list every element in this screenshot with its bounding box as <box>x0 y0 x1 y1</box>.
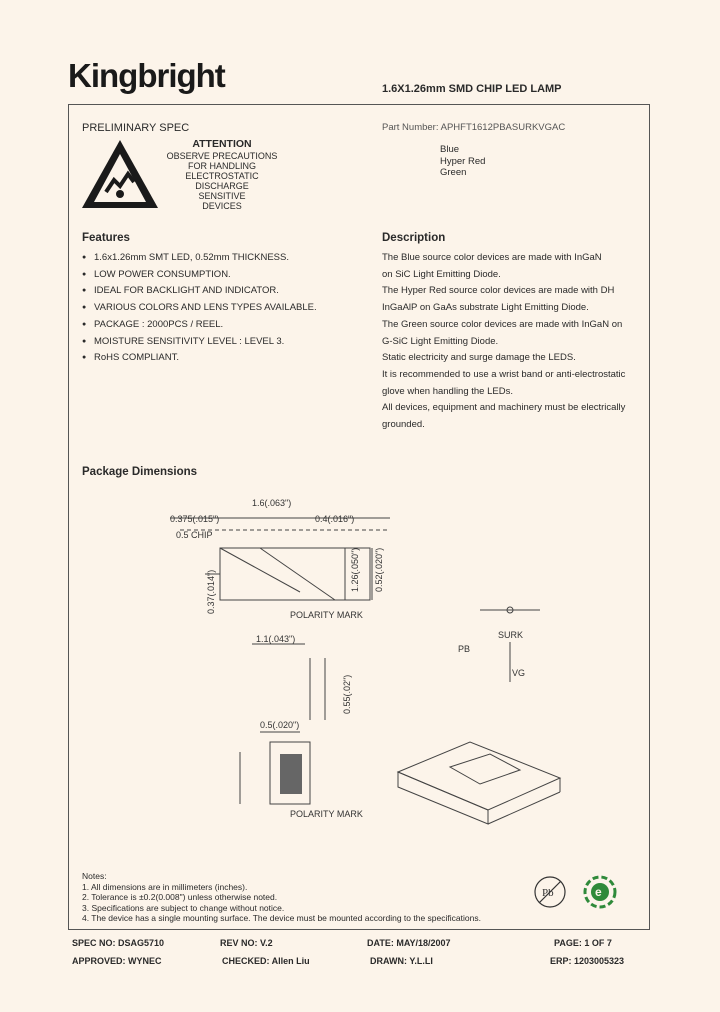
erp-number: ERP: 1203005323 <box>550 956 625 966</box>
description-line: glove when handling the LEDs. <box>382 385 513 397</box>
color-green-label: VG <box>512 668 526 678</box>
feature-item: ● LOW POWER CONSUMPTION. <box>82 267 362 284</box>
attention-line: OBSERVE PRECAUTIONS <box>166 151 278 161</box>
feature-item: ● VARIOUS COLORS AND LENS TYPES AVAILABLE. <box>82 300 362 317</box>
dim-05-label: 0.5(.020") <box>260 720 300 730</box>
description-line: InGaAlP on GaAs substrate Light Emitting Diode. <box>382 302 589 314</box>
feature-item: ● 1.6x1.26mm SMT LED, 0.52mm THICKNESS. <box>82 250 362 267</box>
end-view <box>240 732 310 804</box>
revision-number: REV NO: V.2 <box>220 938 273 948</box>
color-layout <box>480 607 540 682</box>
drawn-by: DRAWN: Y.L.LI <box>370 956 433 966</box>
description-line: The Blue source color devices are made with InGaN <box>382 252 602 263</box>
spec-number: SPEC NO: DSAG5710 <box>72 938 165 948</box>
description-line: Static electricity and surge damage the LEDS. <box>382 352 576 364</box>
isometric-view <box>398 742 560 824</box>
dim-left-label: 0.375(.015") <box>170 514 220 524</box>
package-drawing <box>160 492 640 832</box>
description-line: grounded. <box>382 419 425 431</box>
feature-item: ● IDEAL FOR BACKLIGHT AND INDICATOR. <box>82 283 362 300</box>
color-list <box>440 144 485 179</box>
rohs-text: e <box>595 885 602 899</box>
description-line: G-SiC Light Emitting Diode. <box>382 335 499 347</box>
preliminary-label: PRELIMINARY SPEC <box>82 122 190 134</box>
part-number: Part Number: APHFT1612PBASURKVGAC <box>382 122 566 133</box>
company-logo: Kingbright <box>68 57 225 94</box>
note-line: 4. The device has a single mounting surface. The device must be mounted according to the specifications. <box>82 913 481 923</box>
esd-warning-icon <box>80 136 160 212</box>
chip-label: 0.5 CHIP <box>176 530 213 540</box>
color-item: Green <box>440 167 467 178</box>
vert1-label: 0.37(.014") <box>206 569 216 614</box>
dim-right-label: 0.4(.016") <box>315 514 355 524</box>
vert2-label: 1.26(.050") <box>350 547 360 592</box>
description-line: on SiC Light Emitting Diode. <box>382 268 501 280</box>
attention-line: DISCHARGE <box>195 181 249 191</box>
description-line: The Green source color devices are made with InGaN on <box>382 318 623 330</box>
chip-dim-label: 1.1(.043") <box>256 634 296 644</box>
rohs-icon <box>582 874 618 910</box>
attention-line: SENSITIVE <box>198 191 246 201</box>
polarity-label-top: POLARITY MARK <box>290 610 363 620</box>
description-line: All devices, equipment and machinery must be electrically <box>382 402 626 414</box>
attention-line: FOR HANDLING <box>187 161 257 171</box>
color-item: Hyper Red <box>440 155 486 167</box>
attention-line: DEVICES <box>202 201 242 211</box>
document-title: 1.6X1.26mm SMD CHIP LED LAMP <box>382 83 562 95</box>
page-number: PAGE: 1 OF 7 <box>554 938 612 948</box>
polarity-label-bottom: POLARITY MARK <box>290 809 363 819</box>
package-heading: Package Dimensions <box>82 466 198 478</box>
vert3-label: 0.52(.020") <box>374 547 384 592</box>
note-line: 3. Specifications are subject to change without notice. <box>82 902 285 913</box>
lead-free-icon <box>532 874 568 910</box>
feature-item: ● PACKAGE : 2000PCS / REEL. <box>82 317 362 334</box>
feature-item: ● MOISTURE SENSITIVITY LEVEL : LEVEL 3. <box>82 334 362 351</box>
vert4-label: 0.55(.02") <box>342 674 352 714</box>
description-line: The Hyper Red source color devices are made with DH <box>382 285 615 297</box>
features-heading: Features <box>82 232 130 244</box>
color-red-label: SURK <box>498 630 524 640</box>
dim-top-label: 1.6(.063") <box>252 498 292 508</box>
feature-item: ● RoHS COMPLIANT. <box>82 350 362 367</box>
note-line: 1. All dimensions are in millimeters (inches). <box>82 881 248 892</box>
note-line: 2. Tolerance is ±0.2(0.008") unless otherwise noted. <box>82 892 278 902</box>
notes-title: Notes: <box>82 871 107 881</box>
attention-title: ATTENTION <box>192 138 252 150</box>
checked-by: CHECKED: Allen Liu <box>222 956 310 966</box>
pb-text: Pb <box>542 887 554 899</box>
document-date: DATE: MAY/18/2007 <box>367 938 451 948</box>
color-item: Blue <box>440 144 460 155</box>
description-heading: Description <box>382 232 446 244</box>
features-list <box>82 250 362 367</box>
color-blue-label: PB <box>458 644 471 654</box>
side-view <box>252 644 325 720</box>
description-text <box>382 250 642 434</box>
attention-line: ELECTROSTATIC <box>185 171 259 181</box>
approved-by: APPROVED: WYNEC <box>72 956 162 966</box>
description-line: It is recommended to use a wrist band or anti-electrostatic <box>382 368 626 380</box>
